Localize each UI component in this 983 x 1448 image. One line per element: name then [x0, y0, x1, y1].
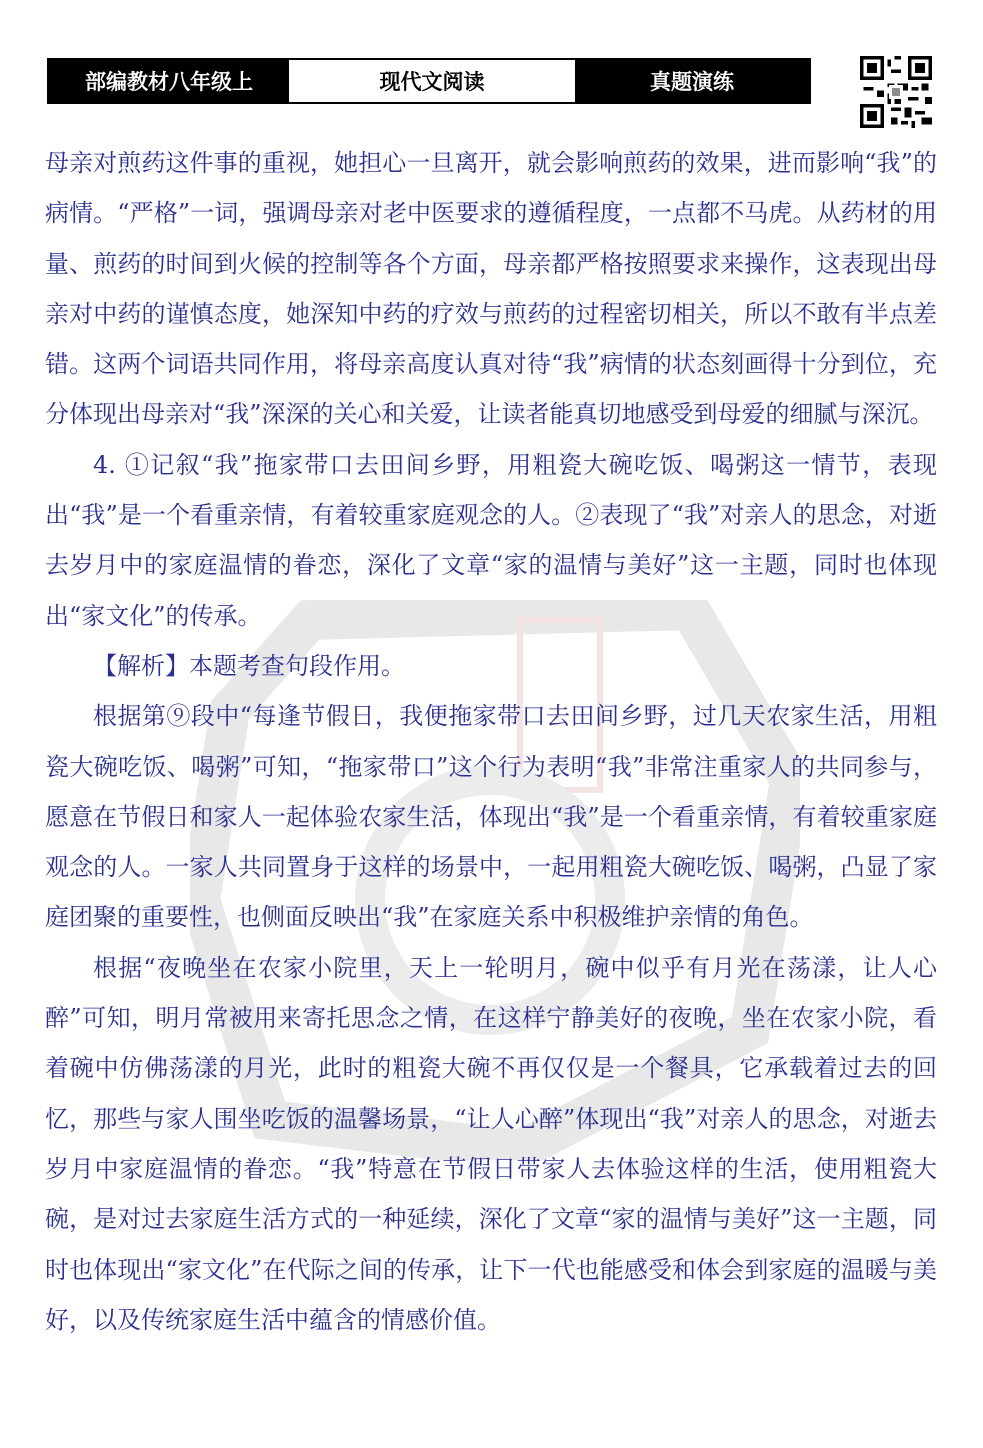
header-grade-label: 部编教材八年级上	[49, 60, 289, 102]
analysis-paragraph-1: 根据第⑨段中“每逢节假日，我便拖家带口去田间乡野，过几天农家生活，用粗瓷大碗吃饭、喝粥”可知，“拖家带口”这个行为表明“我”非常注重家人的共同参与，愿意在节假日和家人一起体验农家生活，体现出“我”是一个看重亲情，有着较重家庭观念的人。一家人共同置身于这样的场景中，一起用粗瓷大碗吃饭、喝粥，凸显了家庭团聚的重要性，也侧面反映出“我”在家庭关系中积极维护亲情的角色。	[45, 702, 937, 932]
document-body	[45, 138, 937, 1345]
header-section-label: 现代文阅读	[289, 60, 575, 102]
header-practice-label: 真题演练	[575, 60, 809, 102]
paragraph-continuation: 母亲对煎药这件事的重视，她担心一旦离开，就会影响煎药的效果，进而影响“我”的病情。“严格”一词，强调母亲对老中医要求的遵循程度，一点都不马虎。从药材的用量、煎药的时间到火候的控制等各个方面，母亲都严格按照要求来操作，这表现出母亲对中药的谨慎态度，她深知中药的疗效与煎药的过程密切相关，所以不敢有半点差错。这两个词语共同作用，将母亲高度认真对待“我”病情的状态刻画得十分到位，充分体现出母亲对“我”深深的关心和关爱，让读者能真切地感受到母爱的细腻与深沉。	[45, 149, 937, 429]
analysis-paragraph-2: 根据“夜晚坐在农家小院里，天上一轮明月，碗中似乎有月光在荡漾，让人心醉”可知，明月常被用来寄托思念之情，在这样宁静美好的夜晚，坐在农家小院，看着碗中仿佛荡漾的月光，此时的粗瓷大碗不再仅仅是一个餐具，它承载着过去的回忆，那些与家人围坐吃饭的温馨场景，“让人心醉”体现出“我”对亲人的思念，对逝去岁月中家庭温情的眷恋。“我”特意在节假日带家人去体验这样的生活，使用粗瓷大碗，是对过去家庭生活方式的一种延续，深化了文章“家的温情与美好”这一主题，同时也体现出“家文化”在代际之间的传承，让下一代也能感受和体会到家庭的温暖与美好，以及传统家庭生活中蕴含的情感价值。	[45, 953, 937, 1334]
page-header	[47, 58, 811, 104]
qr-code-icon	[860, 56, 932, 128]
analysis-heading: 【解析】本题考查句段作用。	[93, 651, 405, 680]
answer-item-4: 4. ①记叙“我”拖家带口去田间乡野，用粗瓷大碗吃饭、喝粥这一情节，表现出“我”是一个看重亲情，有着较重家庭观念的人。②表现了“我”对亲人的思念，对逝去岁月中的家庭温情的眷恋，深化了文章“家的温情与美好”这一主题，同时也体现出“家文化”的传承。	[45, 450, 937, 630]
